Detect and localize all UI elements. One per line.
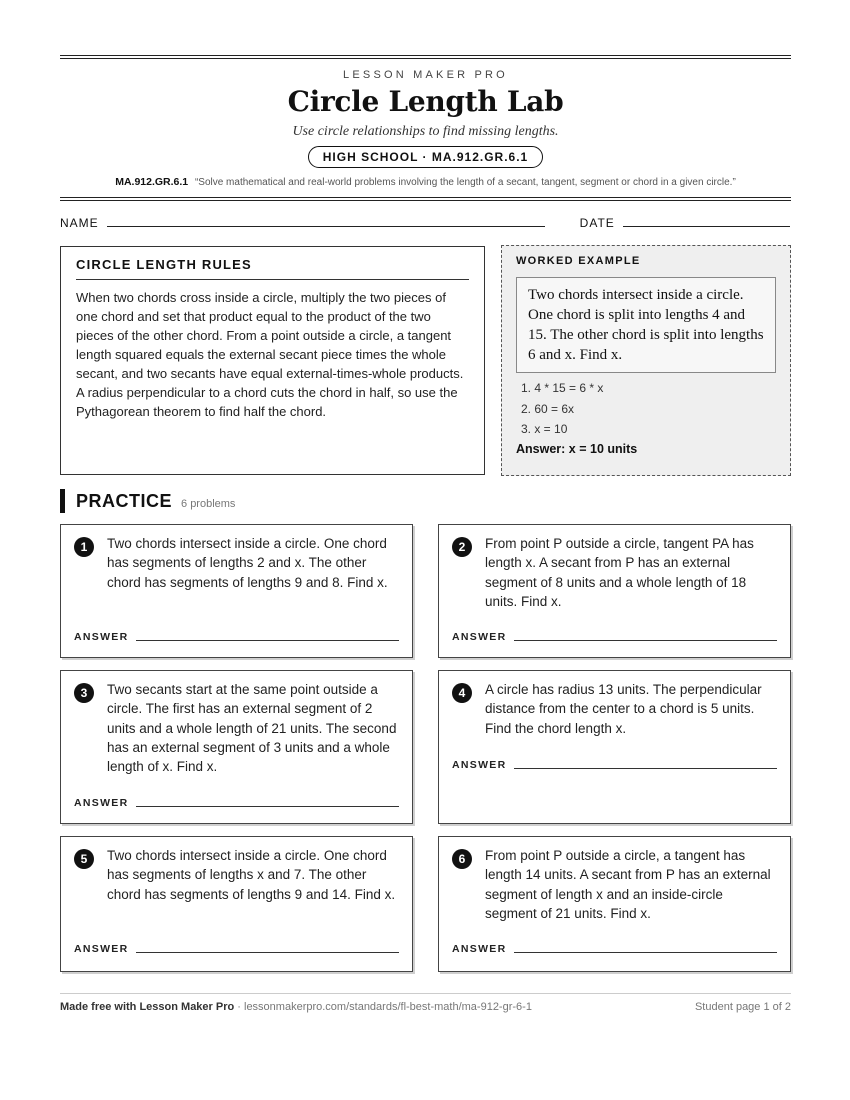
- answer-field[interactable]: [514, 768, 777, 769]
- problem-number-badge: 5: [74, 849, 94, 869]
- footer-url[interactable]: · lessonmakerpro.com/standards/fl-best-math/ma-912-gr-6-1: [234, 1001, 532, 1013]
- footer-page-number: Student page 1 of 2: [694, 1001, 791, 1013]
- answer-field[interactable]: [136, 806, 399, 807]
- problem-number-badge: 2: [452, 537, 472, 557]
- page-footer: [60, 993, 791, 1013]
- worked-example-step: 1. 4 * 15 = 6 * x: [521, 381, 604, 395]
- answer-label: ANSWER: [74, 631, 129, 643]
- problem-card-5: [60, 836, 413, 972]
- standard-text: “Solve mathematical and real-world problems involving the length of a secant, tangent, segment or chord in a given circle.”: [194, 177, 736, 188]
- problem-text: A circle has radius 13 units. The perpendicular distance from the center to a chord is 5 units. Find the chord length x.: [485, 682, 762, 736]
- worked-example-box: [501, 245, 791, 476]
- problem-number-badge: 6: [452, 849, 472, 869]
- worked-example-step: 3. x = 10: [521, 422, 568, 436]
- problem-text: Two chords intersect inside a circle. One chord has segments of lengths 2 and x. The other chord has segments of lengths 9 and 8. Find x.: [107, 536, 388, 590]
- answer-field[interactable]: [514, 952, 777, 953]
- worked-example-step: 2. 60 = 6x: [521, 401, 575, 416]
- name-field[interactable]: [107, 226, 545, 227]
- problem-text: From point P outside a circle, a tangent has length 14 units. A secant from P has an external segment of length x and an inside-circle segment of 21 units. Find x.: [485, 848, 771, 921]
- level-badge: HIGH SCHOOL · MA.912.GR.6.1: [308, 146, 543, 168]
- worksheet-page: [60, 55, 791, 513]
- problem-text: Two secants start at the same point outside a circle. The first has an external segment of 2 units and a whole length of 21 units. The second has an external segment of 3 units and a whole length of x. Find x.: [107, 682, 397, 775]
- page-title: Circle Length Lab: [287, 85, 564, 118]
- header-top-rule: [60, 55, 791, 59]
- footer-credit: [60, 1001, 532, 1013]
- answer-row: [74, 631, 399, 643]
- answer-row: [452, 759, 777, 771]
- name-label: NAME: [60, 216, 99, 230]
- problem-card-4: [438, 670, 791, 824]
- header-bottom-rule: [60, 197, 791, 201]
- date-field[interactable]: [623, 226, 790, 227]
- standard-code: MA.912.GR.6.1: [115, 176, 189, 188]
- student-fields: [60, 216, 791, 230]
- answer-row: [452, 631, 777, 643]
- answer-row: [74, 797, 399, 809]
- rules-box: [60, 246, 485, 475]
- answer-label: ANSWER: [452, 943, 507, 955]
- intro-row: [60, 246, 791, 476]
- practice-count: 6 problems: [181, 498, 236, 510]
- answer-field[interactable]: [136, 952, 399, 953]
- footer-made-with: Made free with Lesson Maker Pro: [60, 1001, 235, 1013]
- problem-card-2: [438, 524, 791, 658]
- problem-text: Two chords intersect inside a circle. One chord has segments of lengths x and 7. The other chord has segments of lengths 9 and 14. Find x.: [107, 848, 396, 902]
- answer-field[interactable]: [136, 640, 399, 641]
- worked-example-steps: [516, 378, 776, 440]
- rules-text: When two chords cross inside a circle, multiply the two pieces of one chord and set that product equal to the product of the two pieces of the other chord. From a point outside a circle, a tangent length squared equals the external secant piece times the whole secant, and two secants have equal external-times-whole products. A radius perpendicular to a chord cuts the chord in half, so use the Pythagorean theorem to find half the chord.: [76, 290, 464, 419]
- rules-title: CIRCLE LENGTH RULES: [76, 257, 469, 280]
- problem-text: From point P outside a circle, tangent PA has length x. A secant from P has an external segment of 8 units and a whole length of 18 units. Find x.: [485, 536, 754, 609]
- brand-name: LESSON MAKER PRO: [343, 69, 508, 81]
- practice-heading: [60, 489, 791, 513]
- answer-row: [452, 943, 777, 955]
- answer-label: ANSWER: [452, 759, 507, 771]
- level-badge-wrap: [60, 146, 791, 168]
- answer-field[interactable]: [514, 640, 777, 641]
- problem-number-badge: 1: [74, 537, 94, 557]
- answer-label: ANSWER: [452, 631, 507, 643]
- practice-title: PRACTICE: [76, 491, 173, 511]
- problem-number-badge: 4: [452, 683, 472, 703]
- problem-card-6: [438, 836, 791, 972]
- standard-line: [60, 176, 791, 188]
- answer-label: ANSWER: [74, 797, 129, 809]
- problem-card-3: [60, 670, 413, 824]
- date-label: DATE: [579, 216, 615, 230]
- problem-number-badge: 3: [74, 683, 94, 703]
- answer-label: ANSWER: [74, 943, 129, 955]
- worked-example-problem: Two chords intersect inside a circle. One chord is split into lengths 4 and 15. The other chord is split into lengths 6 and x. Find x.: [516, 277, 776, 373]
- worked-example-answer: Answer: x = 10 units: [516, 441, 638, 456]
- problem-card-1: [60, 524, 413, 658]
- page-subtitle: Use circle relationships to find missing lengths.: [292, 124, 559, 139]
- answer-row: [74, 943, 399, 955]
- worked-example-title: WORKED EXAMPLE: [516, 255, 641, 267]
